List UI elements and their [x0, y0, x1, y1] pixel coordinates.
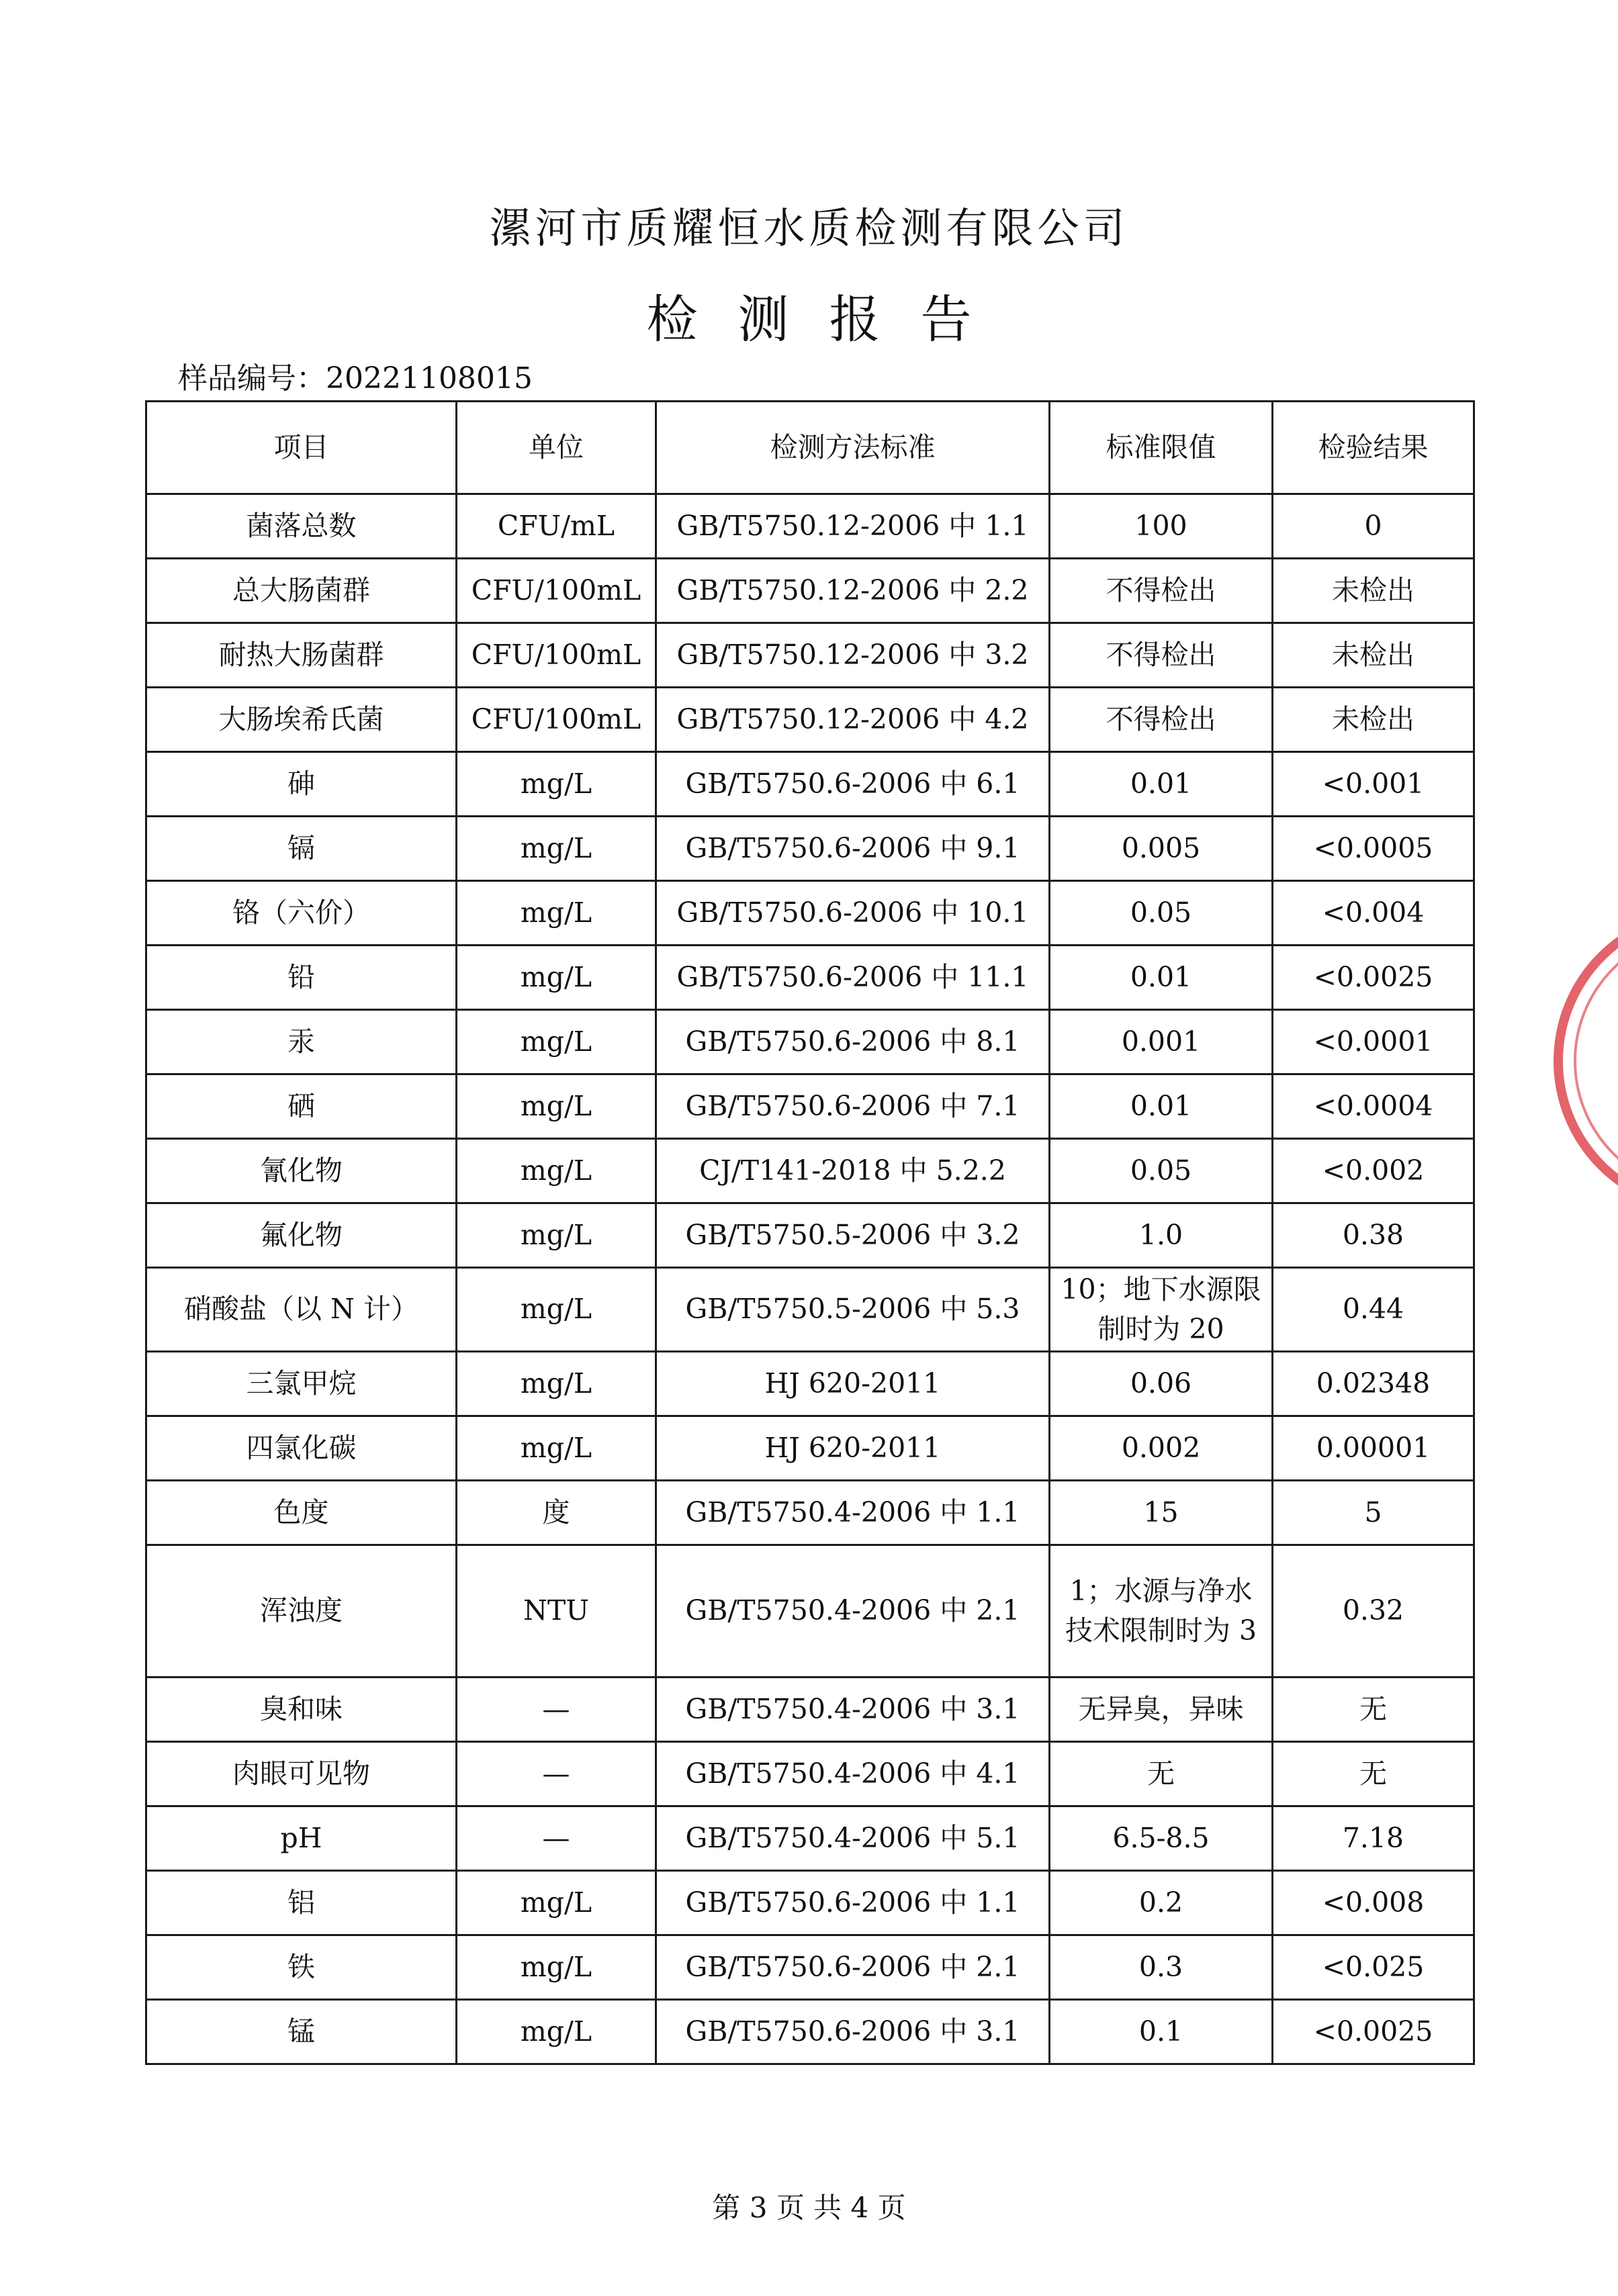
cell-item: 锰 — [146, 2000, 457, 2064]
cell-method: GB/T5750.6-2006 中 3.1 — [656, 2000, 1050, 2064]
cell-item: 砷 — [146, 752, 457, 817]
table-row — [146, 1678, 1474, 1742]
cell-result: 0.02348 — [1273, 1352, 1474, 1416]
table-row — [146, 1416, 1474, 1481]
cell-result: 0 — [1273, 494, 1474, 559]
cell-item: pH — [146, 1806, 457, 1871]
cell-method: GB/T5750.5-2006 中 3.2 — [656, 1203, 1050, 1268]
test-results-table — [145, 400, 1475, 2065]
cell-result: 0.00001 — [1273, 1416, 1474, 1481]
cell-unit: mg/L — [457, 881, 656, 946]
cell-unit: mg/L — [457, 1352, 656, 1416]
table-row — [146, 1545, 1474, 1678]
cell-result: 无 — [1273, 1742, 1474, 1806]
table-row — [146, 881, 1474, 946]
table-row — [146, 1806, 1474, 1871]
cell-item: 汞 — [146, 1010, 457, 1074]
cell-limit: 0.06 — [1050, 1352, 1273, 1416]
table-row — [146, 1352, 1474, 1416]
cell-item: 大肠埃希氏菌 — [146, 688, 457, 752]
cell-limit: 不得检出 — [1050, 688, 1273, 752]
cell-item: 菌落总数 — [146, 494, 457, 559]
cell-limit: 0.2 — [1050, 1871, 1273, 1935]
cell-item: 色度 — [146, 1481, 457, 1545]
cell-method: GB/T5750.4-2006 中 4.1 — [656, 1742, 1050, 1806]
sample-number-value: 20221108015 — [326, 361, 533, 396]
cell-method: HJ 620-2011 — [656, 1352, 1050, 1416]
cell-item: 硝酸盐（以 N 计） — [146, 1268, 457, 1352]
header-item: 项目 — [146, 402, 457, 494]
cell-limit: 100 — [1050, 494, 1273, 559]
cell-limit: 不得检出 — [1050, 559, 1273, 623]
cell-method: GB/T5750.6-2006 中 11.1 — [656, 946, 1050, 1010]
cell-method: GB/T5750.6-2006 中 8.1 — [656, 1010, 1050, 1074]
cell-item: 氟化物 — [146, 1203, 457, 1268]
cell-limit: 不得检出 — [1050, 623, 1273, 688]
cell-limit: 0.05 — [1050, 881, 1273, 946]
header-unit: 单位 — [457, 402, 656, 494]
cell-result: 未检出 — [1273, 688, 1474, 752]
table-row — [146, 752, 1474, 817]
cell-unit: CFU/100mL — [457, 559, 656, 623]
cell-item: 耐热大肠菌群 — [146, 623, 457, 688]
table-row — [146, 559, 1474, 623]
table-header-row — [146, 402, 1474, 494]
cell-unit: mg/L — [457, 752, 656, 817]
cell-result: <0.0004 — [1273, 1074, 1474, 1139]
cell-unit: mg/L — [457, 1416, 656, 1481]
seal-stamp — [1538, 900, 1618, 1222]
cell-result: <0.0025 — [1273, 946, 1474, 1010]
cell-item: 氰化物 — [146, 1139, 457, 1203]
cell-item: 总大肠菌群 — [146, 559, 457, 623]
cell-limit: 0.05 — [1050, 1139, 1273, 1203]
cell-method: GB/T5750.6-2006 中 1.1 — [656, 1871, 1050, 1935]
cell-result: <0.001 — [1273, 752, 1474, 817]
cell-unit: mg/L — [457, 1871, 656, 1935]
cell-method: CJ/T141-2018 中 5.2.2 — [656, 1139, 1050, 1203]
cell-limit: 0.005 — [1050, 817, 1273, 881]
cell-unit: mg/L — [457, 2000, 656, 2064]
cell-limit: 0.01 — [1050, 946, 1273, 1010]
cell-method: GB/T5750.5-2006 中 5.3 — [656, 1268, 1050, 1352]
cell-limit: 0.01 — [1050, 1074, 1273, 1139]
table-row — [146, 817, 1474, 881]
cell-result: 5 — [1273, 1481, 1474, 1545]
cell-unit: — — [457, 1678, 656, 1742]
cell-unit: mg/L — [457, 1268, 656, 1352]
cell-limit: 1.0 — [1050, 1203, 1273, 1268]
cell-unit: mg/L — [457, 1935, 656, 2000]
table-row — [146, 1139, 1474, 1203]
cell-item: 镉 — [146, 817, 457, 881]
cell-unit: mg/L — [457, 1139, 656, 1203]
table-row — [146, 1010, 1474, 1074]
cell-item: 铝 — [146, 1871, 457, 1935]
cell-method: GB/T5750.12-2006 中 4.2 — [656, 688, 1050, 752]
sample-number-line — [178, 354, 533, 397]
cell-limit: 15 — [1050, 1481, 1273, 1545]
cell-limit: 无异臭，异味 — [1050, 1678, 1273, 1742]
cell-method: GB/T5750.6-2006 中 6.1 — [656, 752, 1050, 817]
cell-unit: — — [457, 1742, 656, 1806]
cell-limit: 0.001 — [1050, 1010, 1273, 1074]
header-result: 检验结果 — [1273, 402, 1474, 494]
header-method: 检测方法标准 — [656, 402, 1050, 494]
table-row — [146, 623, 1474, 688]
cell-method: GB/T5750.12-2006 中 1.1 — [656, 494, 1050, 559]
cell-result: <0.004 — [1273, 881, 1474, 946]
table-row — [146, 1268, 1474, 1352]
cell-item: 三氯甲烷 — [146, 1352, 457, 1416]
table-row — [146, 494, 1474, 559]
cell-result: <0.025 — [1273, 1935, 1474, 2000]
cell-unit: mg/L — [457, 1074, 656, 1139]
cell-result: 未检出 — [1273, 559, 1474, 623]
cell-unit: mg/L — [457, 946, 656, 1010]
cell-method: GB/T5750.6-2006 中 10.1 — [656, 881, 1050, 946]
cell-method: GB/T5750.6-2006 中 7.1 — [656, 1074, 1050, 1139]
cell-item: 铅 — [146, 946, 457, 1010]
cell-method: HJ 620-2011 — [656, 1416, 1050, 1481]
cell-result: <0.0001 — [1273, 1010, 1474, 1074]
sample-number-label: 样品编号： — [178, 361, 326, 396]
cell-item: 硒 — [146, 1074, 457, 1139]
cell-unit: mg/L — [457, 1203, 656, 1268]
cell-limit: 0.3 — [1050, 1935, 1273, 2000]
cell-method: GB/T5750.4-2006 中 1.1 — [656, 1481, 1050, 1545]
company-name: 漯河市质耀恒水质检测有限公司 — [489, 203, 1129, 252]
cell-method: GB/T5750.6-2006 中 2.1 — [656, 1935, 1050, 2000]
table-row — [146, 1203, 1474, 1268]
cell-limit: 0.1 — [1050, 2000, 1273, 2064]
cell-unit: CFU/mL — [457, 494, 656, 559]
cell-unit: — — [457, 1806, 656, 1871]
cell-result: <0.0025 — [1273, 2000, 1474, 2064]
cell-limit: 1；水源与净水技术限制时为 3 — [1050, 1545, 1273, 1678]
table-row — [146, 1742, 1474, 1806]
cell-result: <0.0005 — [1273, 817, 1474, 881]
cell-result: 7.18 — [1273, 1806, 1474, 1871]
table-row — [146, 2000, 1474, 2064]
cell-result: 未检出 — [1273, 623, 1474, 688]
cell-limit: 0.01 — [1050, 752, 1273, 817]
cell-result: <0.008 — [1273, 1871, 1474, 1935]
cell-unit: mg/L — [457, 817, 656, 881]
cell-method: GB/T5750.12-2006 中 3.2 — [656, 623, 1050, 688]
cell-item: 臭和味 — [146, 1678, 457, 1742]
cell-item: 铬（六价） — [146, 881, 457, 946]
cell-result: 0.44 — [1273, 1268, 1474, 1352]
table-row — [146, 688, 1474, 752]
header-limit: 标准限值 — [1050, 402, 1273, 494]
page-number: 第 3 页 共 4 页 — [712, 2191, 906, 2224]
cell-method: GB/T5750.4-2006 中 5.1 — [656, 1806, 1050, 1871]
cell-method: GB/T5750.6-2006 中 9.1 — [656, 817, 1050, 881]
cell-limit: 0.002 — [1050, 1416, 1273, 1481]
table-row — [146, 1935, 1474, 2000]
cell-result: 无 — [1273, 1678, 1474, 1742]
cell-method: GB/T5750.12-2006 中 2.2 — [656, 559, 1050, 623]
cell-unit: 度 — [457, 1481, 656, 1545]
table-row — [146, 946, 1474, 1010]
report-title: 检测报告 — [646, 289, 1012, 349]
cell-limit: 6.5-8.5 — [1050, 1806, 1273, 1871]
cell-unit: mg/L — [457, 1010, 656, 1074]
cell-method: GB/T5750.4-2006 中 2.1 — [656, 1545, 1050, 1678]
table-row — [146, 1074, 1474, 1139]
cell-result: 0.38 — [1273, 1203, 1474, 1268]
cell-limit: 无 — [1050, 1742, 1273, 1806]
cell-result: 0.32 — [1273, 1545, 1474, 1678]
table-row — [146, 1481, 1474, 1545]
cell-limit: 10；地下水源限制时为 20 — [1050, 1268, 1273, 1352]
cell-item: 肉眼可见物 — [146, 1742, 457, 1806]
cell-unit: NTU — [457, 1545, 656, 1678]
cell-unit: CFU/100mL — [457, 623, 656, 688]
cell-unit: CFU/100mL — [457, 688, 656, 752]
table-row — [146, 1871, 1474, 1935]
cell-item: 四氯化碳 — [146, 1416, 457, 1481]
cell-item: 浑浊度 — [146, 1545, 457, 1678]
cell-method: GB/T5750.4-2006 中 3.1 — [656, 1678, 1050, 1742]
cell-item: 铁 — [146, 1935, 457, 2000]
cell-result: <0.002 — [1273, 1139, 1474, 1203]
